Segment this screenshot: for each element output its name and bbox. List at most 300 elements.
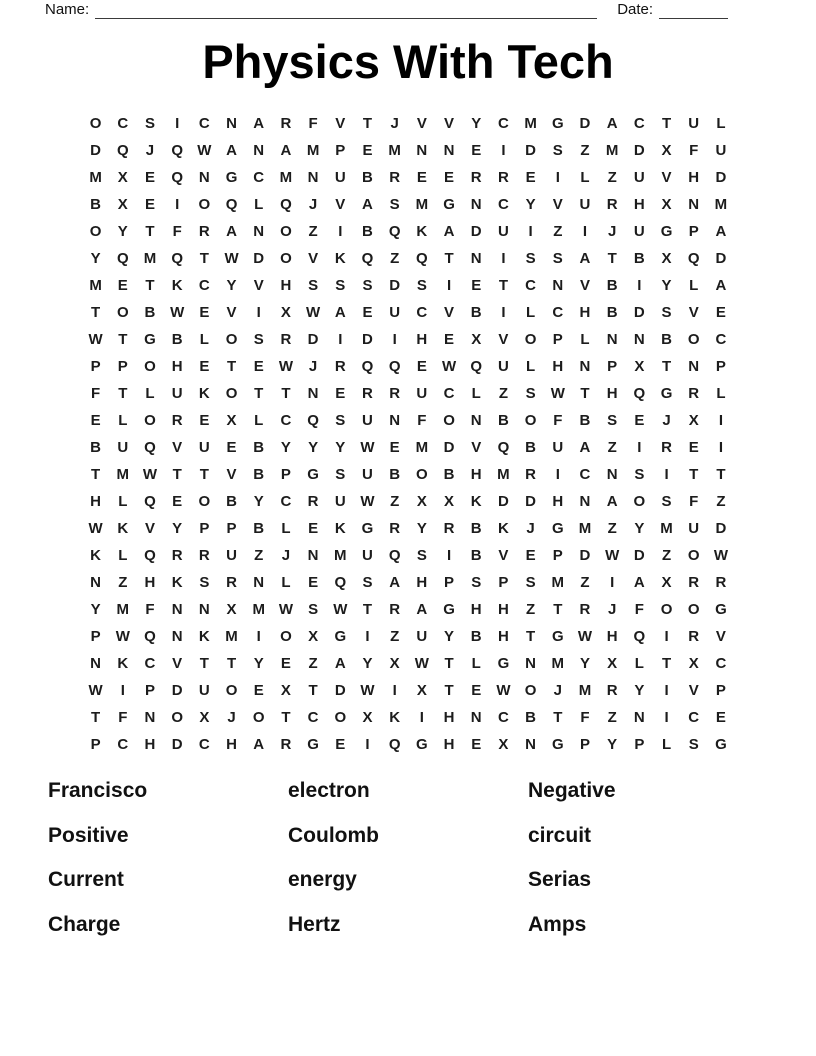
- word-list-item: Francisco: [48, 779, 148, 802]
- grid-cell: U: [198, 682, 210, 699]
- grid-cell: N: [443, 142, 455, 159]
- grid-cell: A: [226, 142, 237, 159]
- grid-cell: I: [446, 277, 452, 294]
- grid-cell: O: [280, 250, 292, 267]
- word-list-item: Charge: [48, 912, 121, 936]
- grid-cell: J: [145, 142, 155, 159]
- grid-cell: W: [115, 628, 130, 645]
- grid-cell: Z: [498, 385, 508, 402]
- grid-cell: C: [497, 115, 509, 132]
- grid-cell: Q: [171, 169, 183, 186]
- grid-cell: X: [471, 331, 482, 348]
- grid-cell: E: [308, 520, 319, 537]
- grid-cell: I: [392, 682, 397, 699]
- grid-cell: G: [551, 115, 564, 132]
- grid-cell: H: [171, 358, 183, 375]
- grid-cell: G: [551, 520, 564, 537]
- grid-cell: X: [416, 682, 427, 699]
- grid-cell: V: [226, 304, 237, 321]
- grid-cell: L: [689, 277, 699, 294]
- grid-cell: B: [470, 628, 482, 645]
- grid-cell: N: [579, 493, 591, 510]
- grid-cell: C: [497, 196, 509, 213]
- grid-cell: V: [444, 115, 455, 132]
- grid-cell: O: [144, 358, 156, 375]
- grid-cell: K: [497, 520, 509, 537]
- grid-cell: F: [145, 601, 155, 618]
- grid-cell: L: [281, 520, 291, 537]
- grid-cell: F: [689, 142, 699, 159]
- grid-cell: E: [416, 169, 427, 186]
- grid-cell: H: [144, 736, 156, 753]
- grid-cell: R: [280, 331, 292, 348]
- grid-cell: Y: [525, 196, 536, 213]
- page-title: Physics With Tech: [202, 35, 614, 88]
- grid-cell: Z: [607, 709, 617, 726]
- grid-cell: T: [118, 331, 128, 348]
- grid-cell: U: [688, 115, 700, 132]
- grid-cell: C: [117, 115, 129, 132]
- grid-cell: C: [715, 331, 727, 348]
- grid-cell: X: [661, 142, 672, 159]
- grid-cell: O: [687, 331, 700, 348]
- grid-cell: L: [118, 493, 128, 510]
- grid-cell: O: [633, 493, 646, 510]
- word-list-item: energy: [288, 868, 357, 891]
- grid-cell: C: [633, 115, 645, 132]
- grid-cell: W: [713, 547, 728, 564]
- grid-cell: C: [579, 466, 591, 483]
- grid-cell: X: [226, 412, 237, 429]
- grid-cell: I: [392, 331, 397, 348]
- grid-cell: V: [172, 655, 183, 672]
- grid-cell: H: [280, 277, 292, 294]
- grid-cell: P: [634, 736, 645, 753]
- grid-cell: P: [498, 574, 509, 591]
- grid-cell: Q: [116, 142, 129, 159]
- grid-cell: B: [497, 412, 509, 429]
- grid-cell: L: [281, 574, 291, 591]
- grid-cell: J: [553, 682, 562, 699]
- grid-cell: V: [579, 277, 590, 294]
- grid-cell: D: [525, 493, 537, 510]
- grid-cell: B: [579, 412, 591, 429]
- grid-cell: I: [501, 250, 506, 267]
- grid-cell: G: [361, 520, 374, 537]
- grid-cell: O: [225, 682, 238, 699]
- grid-cell: K: [416, 223, 428, 240]
- grid-cell: Z: [580, 142, 590, 159]
- grid-cell: J: [308, 358, 318, 375]
- grid-cell: E: [471, 142, 482, 159]
- grid-cell: B: [90, 196, 102, 213]
- grid-cell: Y: [634, 520, 645, 537]
- grid-cell: T: [689, 466, 699, 483]
- grid-cell: Q: [144, 628, 156, 645]
- grid-cell: I: [637, 277, 642, 294]
- grid-cell: W: [278, 358, 293, 375]
- grid-cell: Y: [607, 736, 618, 753]
- grid-cell: C: [280, 412, 292, 429]
- grid-cell: O: [687, 547, 700, 564]
- grid-cell: W: [88, 331, 103, 348]
- grid-cell: E: [199, 358, 210, 375]
- grid-cell: R: [497, 169, 509, 186]
- grid-cell: Y: [253, 493, 264, 510]
- grid-cell: T: [362, 601, 373, 618]
- grid-cell: B: [226, 493, 237, 510]
- grid-cell: V: [498, 547, 509, 564]
- grid-cell: W: [496, 682, 511, 699]
- grid-cell: S: [525, 250, 536, 267]
- grid-cell: Q: [116, 250, 129, 267]
- name-fill-line: [95, 2, 597, 19]
- grid-cell: T: [145, 223, 155, 240]
- grid-cell: E: [199, 304, 210, 321]
- grid-cell: S: [661, 304, 672, 321]
- grid-cell: I: [582, 223, 588, 240]
- grid-cell: V: [335, 196, 346, 213]
- word-list-item: Coulomb: [288, 823, 379, 847]
- grid-cell: G: [307, 466, 319, 483]
- grid-cell: R: [198, 223, 210, 240]
- grid-cell: K: [117, 520, 129, 537]
- grid-cell: X: [688, 655, 699, 672]
- grid-cell: S: [144, 115, 155, 132]
- grid-cell: A: [443, 223, 455, 240]
- grid-cell: A: [715, 223, 727, 240]
- grid-cell: X: [199, 709, 210, 726]
- grid-cell: D: [307, 331, 319, 348]
- grid-cell: R: [525, 466, 537, 483]
- grid-cell: N: [606, 466, 618, 483]
- grid-cell: M: [89, 277, 102, 294]
- grid-cell: H: [497, 601, 509, 618]
- grid-cell: P: [90, 628, 101, 645]
- grid-cell: U: [633, 223, 645, 240]
- grid-cell: E: [688, 439, 699, 456]
- grid-cell: V: [308, 250, 319, 267]
- grid-cell: B: [525, 439, 537, 456]
- grid-cell: Z: [607, 439, 617, 456]
- word-list-column: [528, 780, 768, 958]
- grid-cell: Q: [687, 250, 700, 267]
- grid-cell: O: [280, 223, 292, 240]
- grid-cell: M: [524, 115, 537, 132]
- grid-cell: D: [715, 520, 727, 537]
- grid-cell: U: [497, 358, 509, 375]
- grid-cell: Z: [661, 547, 672, 564]
- grid-cell: N: [525, 736, 537, 753]
- grid-cell: N: [470, 250, 482, 267]
- grid-cell: D: [633, 142, 645, 159]
- word-list-item: electron: [288, 779, 370, 802]
- grid-cell: L: [526, 304, 536, 321]
- word-list: [48, 780, 768, 958]
- grid-cell: E: [172, 493, 183, 510]
- grid-cell: E: [715, 709, 726, 726]
- grid-cell: U: [715, 142, 727, 159]
- word-list-column: [48, 780, 288, 958]
- grid-cell: A: [606, 115, 618, 132]
- grid-cell: Q: [171, 250, 183, 267]
- grid-cell: M: [551, 655, 565, 672]
- grid-cell: R: [606, 682, 618, 699]
- grid-cell: X: [661, 574, 672, 591]
- grid-cell: P: [280, 466, 291, 483]
- grid-cell: L: [526, 358, 536, 375]
- grid-cell: N: [633, 331, 645, 348]
- grid-cell: P: [607, 358, 618, 375]
- grid-cell: C: [280, 493, 292, 510]
- grid-cell: T: [661, 115, 672, 132]
- grid-cell: T: [118, 385, 128, 402]
- grid-cell: T: [91, 466, 101, 483]
- grid-cell: E: [471, 736, 482, 753]
- grid-cell: T: [254, 385, 264, 402]
- grid-cell: O: [334, 709, 347, 726]
- grid-cell: C: [525, 277, 537, 294]
- grid-cell: Q: [144, 439, 156, 456]
- grid-cell: N: [525, 655, 537, 672]
- grid-cell: J: [281, 547, 291, 564]
- grid-cell: B: [253, 466, 265, 483]
- grid-cell: V: [498, 331, 509, 348]
- grid-cell: N: [171, 601, 183, 618]
- grid-cell: E: [199, 412, 210, 429]
- grid-cell: N: [307, 169, 319, 186]
- grid-cell: F: [172, 223, 182, 240]
- grid-cell: K: [198, 628, 210, 645]
- grid-cell: C: [443, 385, 455, 402]
- grid-cell: F: [118, 709, 128, 726]
- grid-cell: N: [144, 709, 156, 726]
- grid-cell: W: [441, 358, 457, 375]
- grid-cell: M: [415, 196, 429, 213]
- grid-cell: M: [605, 142, 619, 159]
- grid-cell: W: [550, 385, 565, 402]
- grid-cell: O: [443, 412, 455, 429]
- grid-cell: M: [415, 439, 429, 456]
- grid-cell: B: [470, 547, 482, 564]
- grid-cell: E: [444, 331, 455, 348]
- grid-cell: S: [525, 385, 536, 402]
- grid-cell: Y: [117, 223, 128, 240]
- grid-cell: I: [175, 115, 180, 132]
- grid-cell: D: [633, 547, 645, 564]
- grid-cell: D: [171, 736, 183, 753]
- grid-cell: S: [471, 574, 482, 591]
- grid-cell: G: [416, 736, 428, 753]
- grid-cell: O: [416, 466, 428, 483]
- grid-cell: G: [443, 601, 455, 618]
- grid-cell: R: [688, 385, 700, 402]
- grid-cell: N: [552, 277, 564, 294]
- grid-cell: O: [144, 412, 156, 429]
- grid-cell: S: [661, 493, 672, 510]
- grid-cell: L: [716, 385, 726, 402]
- grid-cell: P: [90, 736, 101, 753]
- grid-cell: I: [718, 412, 723, 429]
- grid-cell: Q: [470, 358, 483, 375]
- grid-cell: D: [633, 304, 645, 321]
- grid-cell: D: [525, 142, 537, 159]
- grid-cell: S: [416, 277, 427, 294]
- grid-cell: O: [171, 709, 183, 726]
- grid-cell: L: [580, 331, 590, 348]
- grid-cell: T: [91, 709, 101, 726]
- grid-cell: H: [226, 736, 237, 753]
- grid-cell: V: [688, 304, 699, 321]
- grid-cell: R: [334, 358, 346, 375]
- grid-cell: L: [199, 331, 209, 348]
- grid-cell: Y: [416, 520, 427, 537]
- grid-cell: L: [580, 169, 590, 186]
- grid-cell: T: [199, 250, 209, 267]
- grid-cell: R: [606, 196, 618, 213]
- grid-cell: R: [198, 547, 210, 564]
- grid-cell: P: [552, 547, 563, 564]
- grid-cell: I: [365, 628, 370, 645]
- grid-cell: E: [308, 574, 319, 591]
- grid-cell: T: [145, 277, 155, 294]
- header: [45, 1, 745, 19]
- grid-cell: E: [117, 277, 128, 294]
- grid-cell: U: [334, 493, 346, 510]
- grid-cell: T: [444, 682, 454, 699]
- grid-cell: V: [552, 196, 563, 213]
- grid-cell: B: [90, 439, 102, 456]
- grid-cell: I: [555, 466, 560, 483]
- word-list-column: [288, 780, 528, 958]
- grid-cell: X: [280, 682, 291, 699]
- grid-cell: N: [253, 223, 265, 240]
- grid-cell: D: [362, 331, 373, 348]
- grid-cell: R: [280, 736, 292, 753]
- grid-cell: M: [660, 520, 673, 537]
- grid-cell: U: [416, 385, 428, 402]
- grid-cell: O: [225, 331, 238, 348]
- grid-cell: R: [389, 385, 401, 402]
- grid-cell: C: [198, 277, 210, 294]
- grid-cell: P: [444, 574, 455, 591]
- grid-cell: J: [526, 520, 535, 537]
- grid-cell: B: [633, 250, 645, 267]
- grid-cell: Q: [497, 439, 510, 456]
- grid-cell: A: [606, 493, 618, 510]
- grid-cell: E: [525, 547, 536, 564]
- grid-cell: N: [226, 115, 237, 132]
- grid-cell: L: [471, 385, 481, 402]
- grid-cell: F: [91, 385, 101, 402]
- grid-cell: Q: [416, 250, 428, 267]
- grid-cell: B: [525, 709, 537, 726]
- grid-cell: E: [362, 142, 373, 159]
- grid-cell: W: [197, 142, 212, 159]
- grid-cell: Y: [362, 655, 373, 672]
- grid-cell: E: [715, 304, 726, 321]
- grid-cell: N: [307, 547, 319, 564]
- grid-cell: Z: [607, 520, 617, 537]
- grid-cell: D: [715, 169, 727, 186]
- grid-cell: A: [416, 601, 428, 618]
- grid-cell: X: [362, 709, 373, 726]
- grid-cell: Q: [144, 547, 156, 564]
- grid-cell: Z: [553, 223, 563, 240]
- grid-cell: C: [688, 709, 700, 726]
- grid-cell: B: [171, 331, 183, 348]
- grid-cell: Y: [280, 439, 291, 456]
- grid-cell: H: [606, 628, 618, 645]
- grid-cell: N: [688, 196, 700, 213]
- grid-cell: E: [144, 196, 155, 213]
- grid-cell: E: [362, 304, 373, 321]
- grid-cell: M: [116, 601, 130, 618]
- grid-cell: J: [227, 709, 236, 726]
- grid-cell: Q: [171, 142, 183, 159]
- grid-cell: V: [335, 115, 346, 132]
- grid-cell: V: [144, 520, 155, 537]
- grid-cell: Z: [607, 169, 617, 186]
- grid-cell: G: [551, 628, 564, 645]
- grid-cell: I: [501, 304, 506, 321]
- grid-cell: B: [144, 304, 156, 321]
- grid-cell: H: [416, 574, 428, 591]
- grid-cell: S: [634, 466, 645, 483]
- grid-cell: U: [688, 520, 700, 537]
- grid-cell: Q: [280, 196, 292, 213]
- grid-cell: C: [117, 736, 129, 753]
- grid-cell: Z: [526, 601, 536, 618]
- grid-cell: P: [90, 358, 101, 375]
- grid-cell: V: [444, 304, 455, 321]
- grid-cell: Q: [388, 358, 401, 375]
- grid-cell: W: [170, 304, 185, 321]
- grid-cell: I: [664, 709, 669, 726]
- grid-cell: C: [253, 169, 265, 186]
- grid-cell: S: [335, 412, 346, 429]
- grid-cell: I: [610, 574, 615, 591]
- grid-cell: T: [661, 655, 672, 672]
- grid-cell: S: [607, 412, 618, 429]
- grid-cell: Z: [308, 655, 318, 672]
- grid-cell: T: [716, 466, 726, 483]
- grid-cell: M: [279, 169, 293, 186]
- grid-cell: O: [198, 196, 211, 213]
- grid-cell: F: [417, 412, 427, 429]
- grid-cell: T: [661, 358, 672, 375]
- grid-cell: U: [497, 223, 509, 240]
- grid-cell: Q: [334, 574, 347, 591]
- grid-cell: L: [118, 547, 128, 564]
- grid-cell: I: [664, 682, 669, 699]
- grid-cell: W: [360, 493, 375, 510]
- grid-cell: X: [498, 736, 509, 753]
- grid-cell: U: [171, 385, 183, 402]
- grid-cell: H: [552, 493, 564, 510]
- grid-cell: A: [715, 277, 727, 294]
- grid-cell: H: [579, 304, 591, 321]
- grid-cell: Z: [390, 250, 400, 267]
- grid-cell: R: [362, 385, 373, 402]
- grid-cell: S: [416, 547, 427, 564]
- grid-cell: V: [253, 277, 264, 294]
- grid-cell: I: [501, 142, 506, 159]
- grid-cell: D: [443, 439, 455, 456]
- word-list-item: Amps: [528, 912, 587, 936]
- grid-cell: W: [142, 466, 158, 483]
- grid-cell: A: [362, 196, 373, 213]
